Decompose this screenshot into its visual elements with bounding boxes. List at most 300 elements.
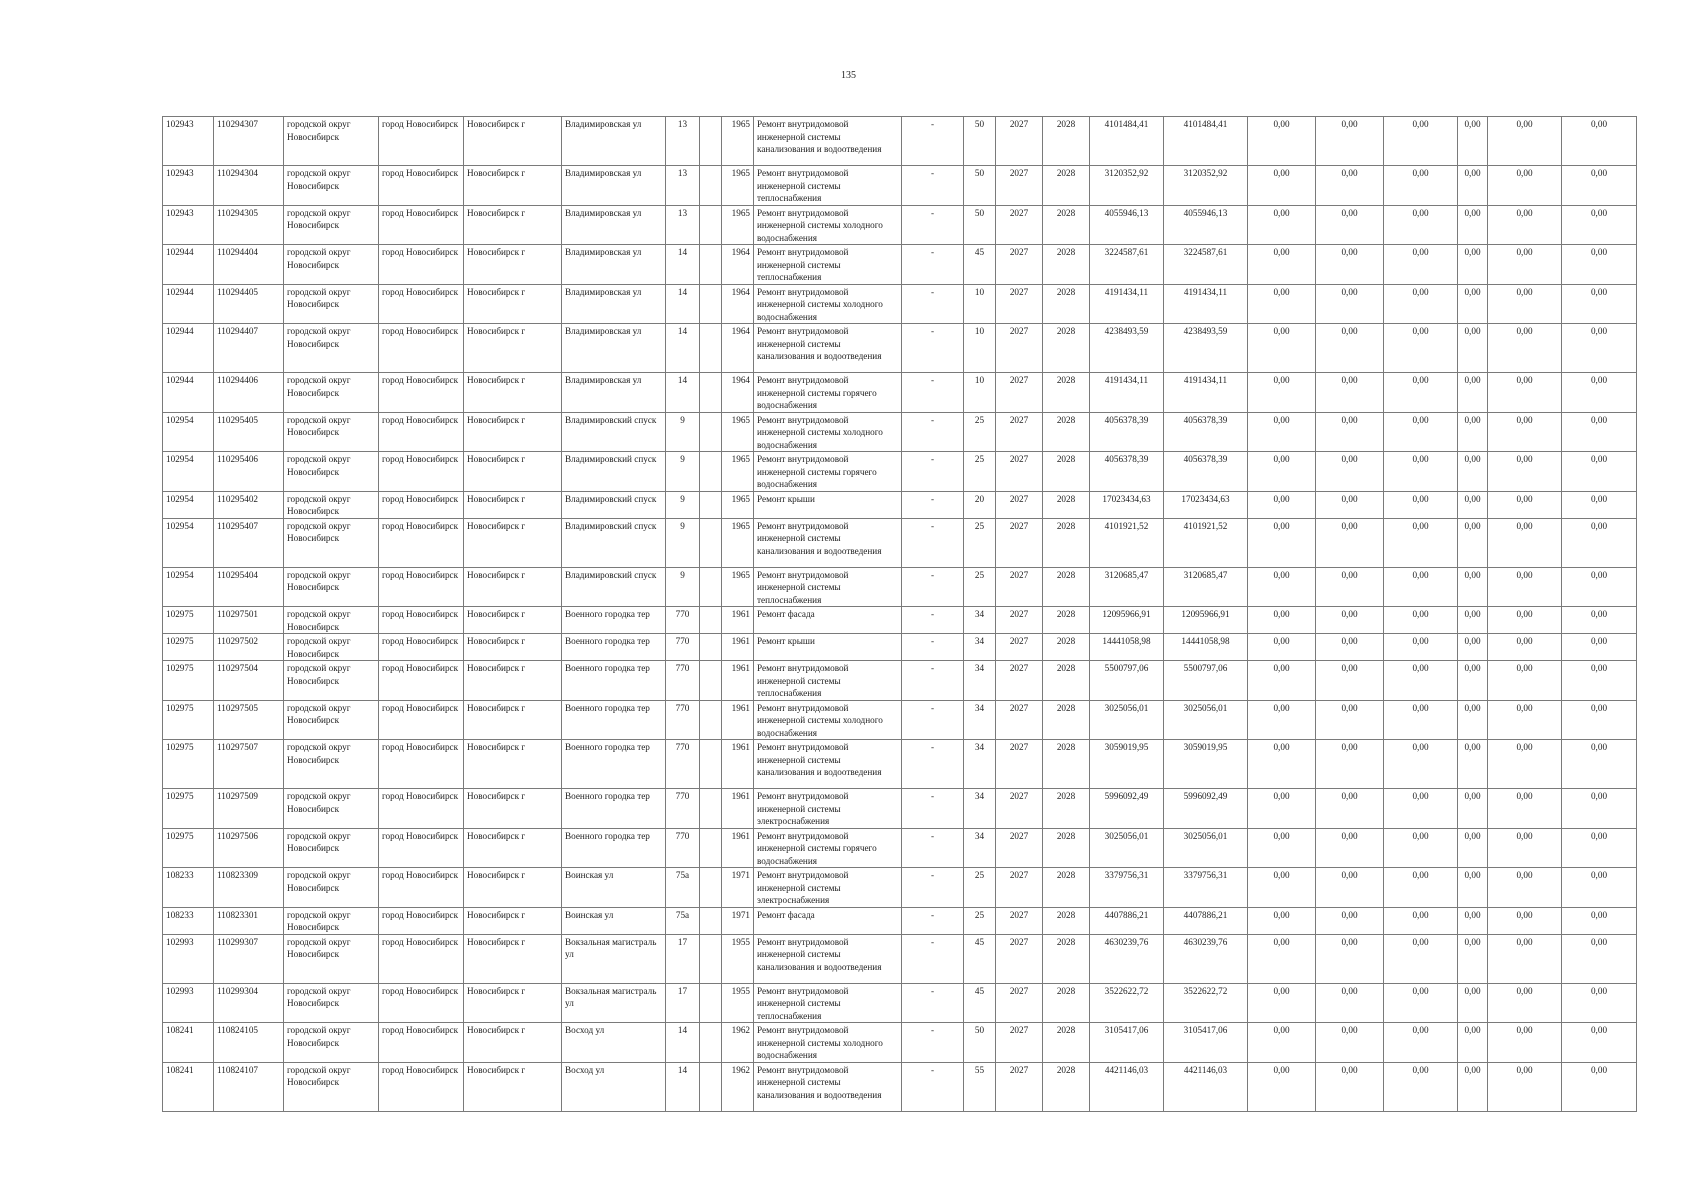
- cell-total-cost: 3120352,92: [1090, 166, 1164, 206]
- cell-cost-remaining: 0,00: [1562, 868, 1637, 908]
- cell-street: Владимировский спуск: [562, 567, 666, 607]
- cell-plan-year-start: 2027: [996, 828, 1043, 868]
- cell-building: [700, 789, 722, 829]
- cell-cost-regional: 0,00: [1316, 117, 1384, 166]
- cell-cost-municipal: 0,00: [1384, 205, 1458, 245]
- cell-cost-municipal: 0,00: [1384, 245, 1458, 285]
- cell-work-type: Ремонт внутридомовой инженерной системы электроснабжения: [754, 868, 902, 908]
- cell-cost-fund: 4407886,21: [1164, 907, 1248, 934]
- cell-cost-municipal: 0,00: [1384, 284, 1458, 324]
- cell-dash: -: [902, 983, 964, 1023]
- cell-house-number: 770: [666, 700, 700, 740]
- cell-record-id: 110297501: [214, 607, 284, 634]
- cell-cost-municipal: 0,00: [1384, 491, 1458, 518]
- cell-cost-regional: 0,00: [1316, 324, 1384, 373]
- cell-dash: -: [902, 607, 964, 634]
- cell-dash: -: [902, 1023, 964, 1063]
- cell-dash: -: [902, 412, 964, 452]
- cell-wear-percent: 45: [964, 983, 996, 1023]
- cell-record-id: 110299304: [214, 983, 284, 1023]
- cell-dash: -: [902, 828, 964, 868]
- cell-total-cost: 4407886,21: [1090, 907, 1164, 934]
- cell-work-type: Ремонт внутридомовой инженерной системы канализования и водоотведения: [754, 1062, 902, 1111]
- table-row: [163, 907, 1637, 934]
- cell-cost-fund: 14441058,98: [1164, 634, 1248, 661]
- cell-build-year: 1965: [722, 452, 754, 492]
- cell-plan-year-end: 2028: [1043, 607, 1090, 634]
- cell-house-number: 14: [666, 1023, 700, 1063]
- cell-house-number: 75а: [666, 868, 700, 908]
- cell-dash: -: [902, 284, 964, 324]
- cell-row-id: 102944: [163, 324, 214, 373]
- cell-record-id: 110297504: [214, 661, 284, 701]
- cell-work-type: Ремонт внутридомовой инженерной системы канализования и водоотведения: [754, 324, 902, 373]
- cell-cost-remaining: 0,00: [1562, 373, 1637, 413]
- cell-total-cost: 5996092,49: [1090, 789, 1164, 829]
- cell-cost-municipal: 0,00: [1384, 934, 1458, 983]
- cell-wear-percent: 34: [964, 661, 996, 701]
- cell-plan-year-end: 2028: [1043, 983, 1090, 1023]
- cell-record-id: 110295406: [214, 452, 284, 492]
- cell-build-year: 1964: [722, 373, 754, 413]
- cell-record-id: 110294406: [214, 373, 284, 413]
- cell-dash: -: [902, 324, 964, 373]
- cell-settlement: город Новосибирск: [379, 205, 464, 245]
- cell-cost-other: 0,00: [1488, 634, 1562, 661]
- cell-settlement: город Новосибирск: [379, 373, 464, 413]
- cell-cost-other: 0,00: [1488, 607, 1562, 634]
- cell-build-year: 1961: [722, 828, 754, 868]
- cell-cost-federal: 0,00: [1248, 983, 1316, 1023]
- cell-building: [700, 518, 722, 567]
- cell-record-id: 110294404: [214, 245, 284, 285]
- cell-plan-year-end: 2028: [1043, 789, 1090, 829]
- cell-cost-owners: 0,00: [1458, 245, 1488, 285]
- cell-work-type: Ремонт внутридомовой инженерной системы канализования и водоотведения: [754, 740, 902, 789]
- table-row: [163, 567, 1637, 607]
- cell-street: Владимировская ул: [562, 284, 666, 324]
- cell-build-year: 1961: [722, 700, 754, 740]
- cell-cost-municipal: 0,00: [1384, 452, 1458, 492]
- cell-plan-year-start: 2027: [996, 934, 1043, 983]
- cell-settlement: город Новосибирск: [379, 868, 464, 908]
- cell-settlement: город Новосибирск: [379, 789, 464, 829]
- table-row: [163, 934, 1637, 983]
- cell-total-cost: 4191434,11: [1090, 373, 1164, 413]
- cell-build-year: 1961: [722, 789, 754, 829]
- cell-house-number: 770: [666, 789, 700, 829]
- cell-cost-remaining: 0,00: [1562, 117, 1637, 166]
- cell-build-year: 1962: [722, 1023, 754, 1063]
- cell-dash: -: [902, 700, 964, 740]
- cell-total-cost: 4421146,03: [1090, 1062, 1164, 1111]
- cell-total-cost: 4101484,41: [1090, 117, 1164, 166]
- cell-cost-owners: 0,00: [1458, 518, 1488, 567]
- cell-street: Владимировский спуск: [562, 491, 666, 518]
- cell-cost-fund: 17023434,63: [1164, 491, 1248, 518]
- cell-cost-remaining: 0,00: [1562, 828, 1637, 868]
- cell-cost-fund: 5500797,06: [1164, 661, 1248, 701]
- cell-cost-fund: 5996092,49: [1164, 789, 1248, 829]
- table-row: [163, 452, 1637, 492]
- cell-cost-owners: 0,00: [1458, 634, 1488, 661]
- cell-build-year: 1971: [722, 907, 754, 934]
- cell-plan-year-start: 2027: [996, 452, 1043, 492]
- cell-locality: Новосибирск г: [464, 284, 562, 324]
- cell-cost-fund: 4101484,41: [1164, 117, 1248, 166]
- cell-street: Владимировская ул: [562, 205, 666, 245]
- cell-municipal-district: городской округ Новосибирск: [284, 661, 379, 701]
- cell-cost-regional: 0,00: [1316, 1062, 1384, 1111]
- cell-cost-other: 0,00: [1488, 567, 1562, 607]
- cell-work-type: Ремонт внутридомовой инженерной системы электроснабжения: [754, 789, 902, 829]
- cell-municipal-district: городской округ Новосибирск: [284, 607, 379, 634]
- cell-cost-federal: 0,00: [1248, 789, 1316, 829]
- cell-cost-regional: 0,00: [1316, 412, 1384, 452]
- cell-row-id: 102975: [163, 634, 214, 661]
- cell-cost-remaining: 0,00: [1562, 452, 1637, 492]
- cell-locality: Новосибирск г: [464, 452, 562, 492]
- cell-build-year: 1961: [722, 634, 754, 661]
- cell-house-number: 9: [666, 491, 700, 518]
- cell-row-id: 102975: [163, 740, 214, 789]
- cell-total-cost: 3120685,47: [1090, 567, 1164, 607]
- cell-cost-remaining: 0,00: [1562, 907, 1637, 934]
- cell-record-id: 110294305: [214, 205, 284, 245]
- cell-plan-year-end: 2028: [1043, 740, 1090, 789]
- cell-settlement: город Новосибирск: [379, 934, 464, 983]
- cell-dash: -: [902, 245, 964, 285]
- cell-dash: -: [902, 634, 964, 661]
- cell-cost-fund: 3105417,06: [1164, 1023, 1248, 1063]
- cell-cost-other: 0,00: [1488, 166, 1562, 206]
- cell-municipal-district: городской округ Новосибирск: [284, 324, 379, 373]
- cell-build-year: 1955: [722, 934, 754, 983]
- cell-cost-other: 0,00: [1488, 518, 1562, 567]
- cell-cost-owners: 0,00: [1458, 740, 1488, 789]
- cell-total-cost: 4191434,11: [1090, 284, 1164, 324]
- cell-plan-year-end: 2028: [1043, 907, 1090, 934]
- cell-row-id: 108241: [163, 1062, 214, 1111]
- cell-cost-regional: 0,00: [1316, 373, 1384, 413]
- cell-locality: Новосибирск г: [464, 412, 562, 452]
- table-row: [163, 518, 1637, 567]
- cell-build-year: 1965: [722, 117, 754, 166]
- cell-wear-percent: 50: [964, 205, 996, 245]
- cell-build-year: 1964: [722, 245, 754, 285]
- cell-cost-other: 0,00: [1488, 789, 1562, 829]
- cell-build-year: 1965: [722, 412, 754, 452]
- cell-cost-owners: 0,00: [1458, 491, 1488, 518]
- cell-plan-year-start: 2027: [996, 700, 1043, 740]
- cell-municipal-district: городской округ Новосибирск: [284, 117, 379, 166]
- cell-municipal-district: городской округ Новосибирск: [284, 740, 379, 789]
- cell-street: Владимировский спуск: [562, 518, 666, 567]
- cell-wear-percent: 34: [964, 700, 996, 740]
- cell-total-cost: 3522622,72: [1090, 983, 1164, 1023]
- cell-cost-municipal: 0,00: [1384, 1062, 1458, 1111]
- cell-building: [700, 740, 722, 789]
- cell-building: [700, 284, 722, 324]
- cell-cost-federal: 0,00: [1248, 934, 1316, 983]
- cell-wear-percent: 55: [964, 1062, 996, 1111]
- cell-house-number: 9: [666, 412, 700, 452]
- table-row: [163, 868, 1637, 908]
- cell-cost-fund: 3025056,01: [1164, 700, 1248, 740]
- cell-total-cost: 3025056,01: [1090, 828, 1164, 868]
- cell-plan-year-start: 2027: [996, 117, 1043, 166]
- cell-cost-municipal: 0,00: [1384, 166, 1458, 206]
- cell-work-type: Ремонт внутридомовой инженерной системы холодного водоснабжения: [754, 412, 902, 452]
- cell-municipal-district: городской округ Новосибирск: [284, 634, 379, 661]
- cell-cost-owners: 0,00: [1458, 1023, 1488, 1063]
- cell-street: Владимировская ул: [562, 245, 666, 285]
- cell-total-cost: 4056378,39: [1090, 452, 1164, 492]
- cell-cost-owners: 0,00: [1458, 452, 1488, 492]
- cell-cost-remaining: 0,00: [1562, 789, 1637, 829]
- cell-build-year: 1962: [722, 1062, 754, 1111]
- cell-work-type: Ремонт внутридомовой инженерной системы теплоснабжения: [754, 245, 902, 285]
- cell-plan-year-start: 2027: [996, 166, 1043, 206]
- cell-municipal-district: городской округ Новосибирск: [284, 567, 379, 607]
- cell-cost-municipal: 0,00: [1384, 634, 1458, 661]
- table-row: [163, 789, 1637, 829]
- cell-locality: Новосибирск г: [464, 828, 562, 868]
- cell-dash: -: [902, 907, 964, 934]
- cell-build-year: 1965: [722, 567, 754, 607]
- cell-plan-year-start: 2027: [996, 284, 1043, 324]
- cell-cost-other: 0,00: [1488, 868, 1562, 908]
- cell-work-type: Ремонт внутридомовой инженерной системы теплоснабжения: [754, 166, 902, 206]
- cell-build-year: 1955: [722, 983, 754, 1023]
- cell-cost-municipal: 0,00: [1384, 700, 1458, 740]
- cell-build-year: 1965: [722, 518, 754, 567]
- cell-wear-percent: 50: [964, 166, 996, 206]
- cell-street: Владимировская ул: [562, 324, 666, 373]
- cell-work-type: Ремонт внутридомовой инженерной системы теплоснабжения: [754, 567, 902, 607]
- cell-plan-year-end: 2028: [1043, 245, 1090, 285]
- cell-row-id: 102943: [163, 166, 214, 206]
- cell-cost-regional: 0,00: [1316, 934, 1384, 983]
- cell-cost-remaining: 0,00: [1562, 567, 1637, 607]
- cell-cost-other: 0,00: [1488, 740, 1562, 789]
- cell-cost-fund: 3522622,72: [1164, 983, 1248, 1023]
- cell-cost-regional: 0,00: [1316, 828, 1384, 868]
- cell-total-cost: 3224587,61: [1090, 245, 1164, 285]
- cell-cost-fund: 4191434,11: [1164, 373, 1248, 413]
- cell-cost-fund: 3059019,95: [1164, 740, 1248, 789]
- cell-cost-owners: 0,00: [1458, 828, 1488, 868]
- cell-house-number: 9: [666, 567, 700, 607]
- cell-locality: Новосибирск г: [464, 740, 562, 789]
- cell-street: Военного городка тер: [562, 700, 666, 740]
- cell-municipal-district: городской округ Новосибирск: [284, 983, 379, 1023]
- cell-row-id: 108241: [163, 1023, 214, 1063]
- cell-record-id: 110823301: [214, 907, 284, 934]
- cell-wear-percent: 25: [964, 518, 996, 567]
- cell-cost-owners: 0,00: [1458, 907, 1488, 934]
- cell-municipal-district: городской округ Новосибирск: [284, 518, 379, 567]
- cell-record-id: 110297509: [214, 789, 284, 829]
- table-row: [163, 983, 1637, 1023]
- cell-cost-municipal: 0,00: [1384, 868, 1458, 908]
- cell-record-id: 110294304: [214, 166, 284, 206]
- cell-cost-regional: 0,00: [1316, 661, 1384, 701]
- cell-record-id: 110297507: [214, 740, 284, 789]
- cell-cost-fund: 4056378,39: [1164, 412, 1248, 452]
- cell-municipal-district: городской округ Новосибирск: [284, 1023, 379, 1063]
- cell-cost-federal: 0,00: [1248, 740, 1316, 789]
- cell-municipal-district: городской округ Новосибирск: [284, 452, 379, 492]
- cell-row-id: 102944: [163, 245, 214, 285]
- cell-cost-owners: 0,00: [1458, 661, 1488, 701]
- cell-street: Владимировский спуск: [562, 412, 666, 452]
- cell-cost-regional: 0,00: [1316, 166, 1384, 206]
- cell-dash: -: [902, 117, 964, 166]
- cell-record-id: 110294405: [214, 284, 284, 324]
- cell-plan-year-end: 2028: [1043, 205, 1090, 245]
- cell-cost-fund: 3120685,47: [1164, 567, 1248, 607]
- cell-building: [700, 245, 722, 285]
- cell-cost-remaining: 0,00: [1562, 205, 1637, 245]
- cell-wear-percent: 45: [964, 245, 996, 285]
- cell-settlement: город Новосибирск: [379, 567, 464, 607]
- cell-cost-fund: 3224587,61: [1164, 245, 1248, 285]
- cell-cost-federal: 0,00: [1248, 324, 1316, 373]
- cell-plan-year-start: 2027: [996, 324, 1043, 373]
- cell-locality: Новосибирск г: [464, 934, 562, 983]
- cell-cost-fund: 4191434,11: [1164, 284, 1248, 324]
- cell-record-id: 110297502: [214, 634, 284, 661]
- cell-building: [700, 907, 722, 934]
- cell-cost-owners: 0,00: [1458, 700, 1488, 740]
- cell-locality: Новосибирск г: [464, 634, 562, 661]
- cell-house-number: 13: [666, 117, 700, 166]
- cell-plan-year-end: 2028: [1043, 452, 1090, 492]
- cell-street: Восход ул: [562, 1023, 666, 1063]
- table-row: [163, 607, 1637, 634]
- cell-locality: Новосибирск г: [464, 700, 562, 740]
- cell-cost-other: 0,00: [1488, 1023, 1562, 1063]
- table-row: [163, 166, 1637, 206]
- cell-cost-federal: 0,00: [1248, 373, 1316, 413]
- cell-plan-year-end: 2028: [1043, 828, 1090, 868]
- cell-build-year: 1965: [722, 491, 754, 518]
- cell-cost-regional: 0,00: [1316, 868, 1384, 908]
- cell-settlement: город Новосибирск: [379, 700, 464, 740]
- cell-cost-owners: 0,00: [1458, 607, 1488, 634]
- cell-dash: -: [902, 166, 964, 206]
- cell-cost-fund: 3025056,01: [1164, 828, 1248, 868]
- cell-row-id: 102975: [163, 661, 214, 701]
- cell-building: [700, 567, 722, 607]
- cell-cost-municipal: 0,00: [1384, 983, 1458, 1023]
- cell-locality: Новосибирск г: [464, 117, 562, 166]
- cell-settlement: город Новосибирск: [379, 166, 464, 206]
- cell-cost-regional: 0,00: [1316, 907, 1384, 934]
- cell-wear-percent: 34: [964, 740, 996, 789]
- cell-cost-regional: 0,00: [1316, 700, 1384, 740]
- cell-settlement: город Новосибирск: [379, 661, 464, 701]
- cell-house-number: 14: [666, 245, 700, 285]
- cell-row-id: 102993: [163, 934, 214, 983]
- cell-cost-other: 0,00: [1488, 205, 1562, 245]
- cell-cost-remaining: 0,00: [1562, 1062, 1637, 1111]
- cell-row-id: 102954: [163, 452, 214, 492]
- cell-building: [700, 166, 722, 206]
- cell-cost-other: 0,00: [1488, 245, 1562, 285]
- cell-building: [700, 1062, 722, 1111]
- cell-record-id: 110297506: [214, 828, 284, 868]
- cell-locality: Новосибирск г: [464, 324, 562, 373]
- cell-row-id: 102944: [163, 284, 214, 324]
- cell-record-id: 110295405: [214, 412, 284, 452]
- cell-build-year: 1964: [722, 284, 754, 324]
- cell-settlement: город Новосибирск: [379, 1062, 464, 1111]
- cell-dash: -: [902, 373, 964, 413]
- cell-plan-year-end: 2028: [1043, 661, 1090, 701]
- cell-building: [700, 324, 722, 373]
- table-row: [163, 205, 1637, 245]
- cell-work-type: Ремонт крыши: [754, 491, 902, 518]
- cell-work-type: Ремонт внутридомовой инженерной системы холодного водоснабжения: [754, 700, 902, 740]
- cell-total-cost: 14441058,98: [1090, 634, 1164, 661]
- table-row: [163, 373, 1637, 413]
- cell-cost-federal: 0,00: [1248, 607, 1316, 634]
- cell-cost-municipal: 0,00: [1384, 518, 1458, 567]
- table-row: [163, 1023, 1637, 1063]
- cell-record-id: 110297505: [214, 700, 284, 740]
- cell-cost-federal: 0,00: [1248, 1062, 1316, 1111]
- cell-building: [700, 412, 722, 452]
- cell-cost-owners: 0,00: [1458, 117, 1488, 166]
- cell-wear-percent: 25: [964, 452, 996, 492]
- cell-settlement: город Новосибирск: [379, 245, 464, 285]
- cell-dash: -: [902, 567, 964, 607]
- cell-house-number: 770: [666, 740, 700, 789]
- cell-cost-owners: 0,00: [1458, 373, 1488, 413]
- cell-total-cost: 5500797,06: [1090, 661, 1164, 701]
- cell-plan-year-start: 2027: [996, 661, 1043, 701]
- cell-cost-federal: 0,00: [1248, 491, 1316, 518]
- cell-dash: -: [902, 518, 964, 567]
- table-row: [163, 740, 1637, 789]
- cell-record-id: 110295404: [214, 567, 284, 607]
- cell-plan-year-end: 2028: [1043, 117, 1090, 166]
- cell-cost-federal: 0,00: [1248, 412, 1316, 452]
- cell-cost-remaining: 0,00: [1562, 700, 1637, 740]
- cell-building: [700, 1023, 722, 1063]
- cell-municipal-district: городской округ Новосибирск: [284, 166, 379, 206]
- cell-settlement: город Новосибирск: [379, 1023, 464, 1063]
- cell-municipal-district: городской округ Новосибирск: [284, 284, 379, 324]
- cell-settlement: город Новосибирск: [379, 828, 464, 868]
- cell-wear-percent: 25: [964, 567, 996, 607]
- cell-work-type: Ремонт внутридомовой инженерной системы канализования и водоотведения: [754, 518, 902, 567]
- cell-plan-year-start: 2027: [996, 1062, 1043, 1111]
- cell-work-type: Ремонт внутридомовой инженерной системы горячего водоснабжения: [754, 373, 902, 413]
- cell-building: [700, 828, 722, 868]
- table-row: [163, 491, 1637, 518]
- cell-dash: -: [902, 452, 964, 492]
- cell-plan-year-start: 2027: [996, 205, 1043, 245]
- cell-dash: -: [902, 491, 964, 518]
- cell-municipal-district: городской округ Новосибирск: [284, 412, 379, 452]
- cell-locality: Новосибирск г: [464, 518, 562, 567]
- cell-wear-percent: 10: [964, 284, 996, 324]
- cell-plan-year-end: 2028: [1043, 567, 1090, 607]
- cell-cost-federal: 0,00: [1248, 205, 1316, 245]
